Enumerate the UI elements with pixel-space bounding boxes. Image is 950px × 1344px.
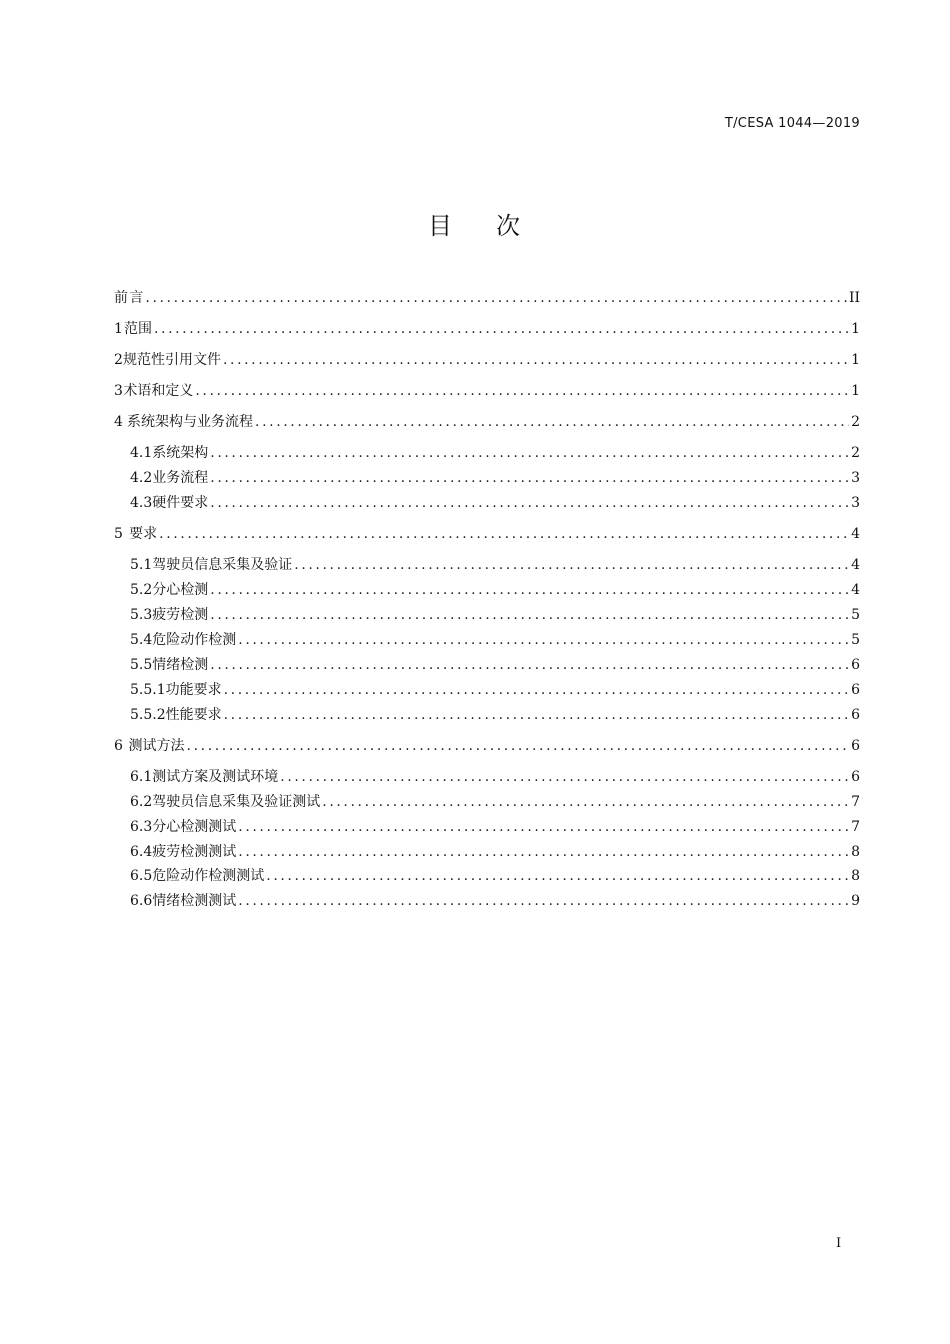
- toc-dot-leader: [224, 705, 849, 725]
- toc-entry-number: 5.5.1: [130, 682, 166, 698]
- toc-entry-page: 8: [851, 844, 860, 860]
- toc-entry[interactable]: [130, 705, 860, 725]
- toc-entry-title: 驾驶员信息采集及验证测试: [152, 794, 321, 810]
- toc-entry[interactable]: [114, 350, 860, 370]
- toc-entry[interactable]: [130, 842, 860, 862]
- toc-entry-title: 规范性引用文件: [122, 352, 221, 368]
- toc-entry-number: 6.6: [130, 893, 153, 909]
- toc-entry-title: 疲劳检测: [152, 607, 209, 623]
- toc-entry-number: 6.3: [130, 819, 153, 835]
- toc-entry-title: 情绪检测: [152, 657, 209, 673]
- toc-entry-title: 情绪检测测试: [152, 893, 237, 909]
- toc-entry[interactable]: [114, 319, 860, 339]
- toc-entry[interactable]: [114, 736, 860, 756]
- toc-entry-number: 6.5: [130, 868, 153, 884]
- toc-entry[interactable]: [114, 412, 860, 432]
- toc-entry-number: 4.3: [130, 495, 153, 511]
- toc-entry[interactable]: [130, 443, 860, 463]
- toc-entry-title: 分心检测测试: [152, 819, 237, 835]
- toc-entry[interactable]: [114, 524, 860, 544]
- toc-entry[interactable]: [130, 580, 860, 600]
- toc-entry-page: 5: [851, 607, 860, 623]
- toc-entry[interactable]: [130, 866, 860, 886]
- toc-entry-page: 3: [851, 470, 860, 486]
- toc-entry-page: 3: [851, 495, 860, 511]
- toc-entry-page: 6: [851, 707, 860, 723]
- toc-entry-number: 3: [114, 383, 123, 399]
- toc-entry[interactable]: [130, 468, 860, 488]
- toc-entry-page: 9: [851, 893, 860, 909]
- toc-entry-title: 危险动作检测测试: [152, 868, 265, 884]
- toc-entry-page: 7: [851, 819, 860, 835]
- toc-entry[interactable]: [130, 767, 860, 787]
- toc-entry-number: 5.3: [130, 607, 153, 623]
- toc-entry[interactable]: [130, 792, 860, 812]
- toc-entry-title: 功能要求: [165, 682, 222, 698]
- toc-entry-page: 6: [851, 738, 860, 754]
- toc-entry-title: 系统架构与业务流程: [127, 414, 254, 430]
- toc-entry-number: 6.2: [130, 794, 153, 810]
- toc-entry-number: 5.4: [130, 632, 153, 648]
- toc-entry-title: 硬件要求: [152, 495, 209, 511]
- toc-entry-page: 1: [851, 352, 860, 368]
- toc-entry-number: 6: [114, 738, 123, 754]
- document-code: T/CESA 1044—2019: [724, 116, 860, 131]
- toc-entry-title: 危险动作检测: [152, 632, 237, 648]
- toc-entry-number: 4: [114, 414, 123, 430]
- toc-entry[interactable]: [114, 381, 860, 401]
- toc-entry-title: 测试方法: [128, 738, 185, 754]
- toc-dot-leader: [195, 381, 849, 401]
- toc-entry[interactable]: [130, 655, 860, 675]
- toc-entry-title: 分心检测: [152, 582, 209, 598]
- toc-dot-leader: [210, 493, 849, 513]
- toc-dot-leader: [154, 319, 849, 339]
- toc-dot-leader: [322, 792, 849, 812]
- toc-entry-page: 5: [851, 632, 860, 648]
- toc-dot-leader: [210, 655, 849, 675]
- toc-entry-title: 范围: [123, 321, 152, 337]
- toc-entry-title: 性能要求: [165, 707, 222, 723]
- toc-dot-leader: [159, 524, 849, 544]
- toc-entry[interactable]: [130, 680, 860, 700]
- toc-entry-page: 2: [851, 414, 860, 430]
- toc-entry-page: 4: [851, 582, 860, 598]
- toc-dot-leader: [238, 630, 849, 650]
- toc-dot-leader: [294, 555, 849, 575]
- toc-entry-number: 5: [114, 526, 123, 542]
- toc-dot-leader: [145, 288, 847, 308]
- title-part-1: 目: [428, 212, 454, 240]
- toc-dot-leader: [280, 767, 849, 787]
- toc-dot-leader: [238, 817, 849, 837]
- toc-entry-number: 6.1: [130, 769, 153, 785]
- title-part-2: 次: [496, 212, 522, 240]
- toc-entry-page: 1: [851, 383, 860, 399]
- toc-entry-page: 4: [851, 526, 860, 542]
- toc-dot-leader: [238, 842, 849, 862]
- toc-dot-leader: [210, 443, 849, 463]
- toc-entry-page: 6: [851, 682, 860, 698]
- toc-entry-page: 1: [851, 321, 860, 337]
- toc-entry[interactable]: [114, 288, 860, 308]
- toc-entry-title: 术语和定义: [123, 383, 194, 399]
- toc-entry[interactable]: [130, 555, 860, 575]
- toc-dot-leader: [255, 412, 849, 432]
- toc-entry-title: 系统架构: [152, 445, 209, 461]
- toc-entry-page: 2: [851, 445, 860, 461]
- toc-entry-number: 2: [114, 352, 123, 368]
- page-title: [0, 206, 950, 241]
- toc-entry-title: 业务流程: [152, 470, 209, 486]
- toc-entry[interactable]: [130, 817, 860, 837]
- toc-entry-page: 6: [851, 657, 860, 673]
- toc-dot-leader: [266, 866, 849, 886]
- toc-entry-page: 7: [851, 794, 860, 810]
- page-number: I: [836, 1236, 842, 1251]
- toc-dot-leader: [238, 891, 849, 911]
- toc-entry-title: 测试方案及测试环境: [152, 769, 279, 785]
- toc-dot-leader: [210, 605, 849, 625]
- toc-entry-number: 5.2: [130, 582, 153, 598]
- toc-entry[interactable]: [130, 891, 860, 911]
- toc-entry-title: 疲劳检测测试: [152, 844, 237, 860]
- toc-dot-leader: [223, 350, 849, 370]
- toc-entry-number: 5.5: [130, 657, 153, 673]
- toc-entry-page: 8: [851, 868, 860, 884]
- toc-entry-page: 6: [851, 769, 860, 785]
- toc-entry-page: 4: [851, 557, 860, 573]
- toc-entry-page: II: [848, 290, 860, 306]
- toc-entry-title: 要求: [129, 526, 158, 542]
- toc-dot-leader: [210, 580, 849, 600]
- toc-entry-number: 前: [114, 290, 128, 306]
- toc-dot-leader: [210, 468, 849, 488]
- toc-entry-number: 4.1: [130, 445, 153, 461]
- toc-entry-number: 5.5.2: [130, 707, 166, 723]
- toc-entry-number: 6.4: [130, 844, 153, 860]
- toc-entry-number: 4.2: [130, 470, 153, 486]
- toc-entry[interactable]: [130, 493, 860, 513]
- toc-entry-number: 5.1: [130, 557, 153, 573]
- toc-dot-leader: [187, 736, 850, 756]
- toc-entry[interactable]: [130, 630, 860, 650]
- toc-entry-number: 1: [114, 321, 123, 337]
- toc-dot-leader: [224, 680, 849, 700]
- toc-entry-title: 驾驶员信息采集及验证: [152, 557, 293, 573]
- toc-entry[interactable]: [130, 605, 860, 625]
- toc-entry-title: 言: [129, 290, 144, 306]
